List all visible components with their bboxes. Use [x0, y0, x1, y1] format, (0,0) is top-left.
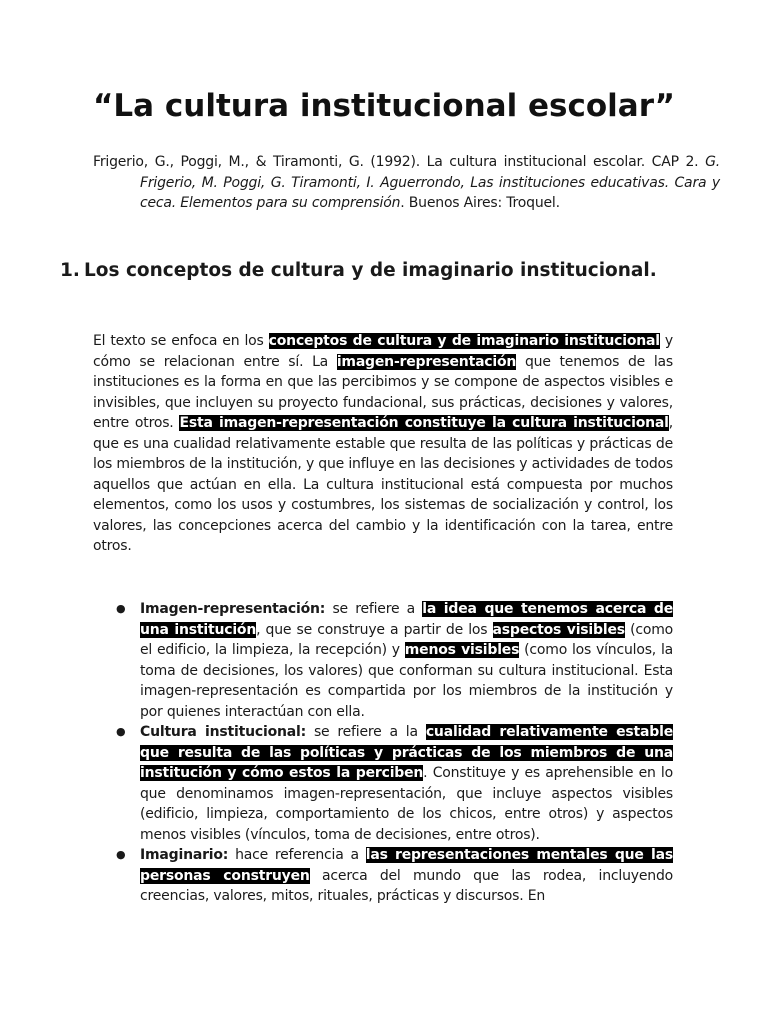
- item-text: hace referencia a: [228, 847, 366, 863]
- para-highlight: Esta imagen-representación constituye la cultura institucional: [179, 415, 669, 431]
- citation-lead: Frigerio, G., Poggi, M., & Tiramonti, G. (1992). La cultura institucional escolar. CAP 2.: [93, 154, 706, 170]
- bullet-icon: ●: [116, 848, 126, 861]
- para-text: que tenemos de las instituciones es la forma en que las percibimos y se compone de aspectos visibles e invisibles, que incluyen su proyecto fundacional, sus prácticas, decisiones y valores, entre otros.: [93, 353, 673, 431]
- item-text: acerca del mundo que las rodea, incluyendo creencias, valores, mitos, rituales, prácticas y discursos. En: [140, 867, 673, 904]
- para-text: El texto se enfoca en los: [93, 333, 269, 349]
- bullet-icon: ●: [116, 602, 126, 615]
- bullet-icon: ●: [116, 725, 126, 738]
- list-item: [116, 845, 673, 907]
- item-text: (como los vínculos, la toma de decisiones, los valores) que conforman su cultura institucional. Esta imagen-representación es compartida por los miembros de la institución y por quienes interactúan con ella.: [140, 642, 674, 720]
- list-item: [116, 722, 673, 845]
- term: Imagen-representación:: [140, 601, 326, 617]
- citation-italic: G. Frigerio, M. Poggi, G. Tiramonti, I. Aguerrondo, Las instituciones educativas. Cara y ceca. Elementos para su comprensión: [140, 154, 720, 211]
- para-text: , que es una cualidad relativamente estable que resulta de las políticas y prácticas de los miembros de la institución, y que influye en las decisiones y actividades de todos aquellos que actúan en ella. La cultura institucional está compuesta por muchos elementos, como los usos y costumbres, los sistemas de socialización y control, los valores, las concepciones acerca del cambio y la identificación con la tarea, entre otros.: [93, 415, 674, 554]
- intro-paragraph: [93, 331, 673, 557]
- section-number: 1.: [60, 260, 80, 281]
- item-highlight: menos visibles: [404, 642, 520, 658]
- para-highlight: conceptos de cultura y de imaginario institucional: [268, 333, 660, 349]
- item-text: se refiere a la: [306, 724, 426, 740]
- item-text: se refiere a: [325, 601, 423, 617]
- para-text: y cómo se relacionan entre sí. La: [93, 333, 673, 370]
- item-text: (como el edificio, la limpieza, la recepción) y: [140, 621, 673, 658]
- item-highlight: cualidad relativamente estable que resulta de las políticas y prácticas de los miembros de una institución y cómo estos la perciben: [140, 724, 673, 781]
- document-title: “La cultura institucional escolar”: [93, 88, 675, 124]
- term: Imaginario:: [140, 847, 229, 863]
- item-highlight: la idea que tenemos acerca de una institución: [140, 601, 673, 638]
- citation: [93, 152, 720, 214]
- item-text: , que se construye a partir de los: [256, 621, 493, 638]
- citation-tail: . Buenos Aires: Troquel.: [400, 195, 560, 211]
- item-highlight: las representaciones mentales que las personas construyen: [140, 847, 673, 884]
- para-highlight: imagen-representación: [336, 353, 517, 370]
- definition-list: [116, 599, 673, 907]
- section-heading: Los conceptos de cultura y de imaginario institucional.: [84, 260, 657, 281]
- item-highlight: aspectos visibles: [492, 621, 625, 638]
- term: Cultura institucional:: [140, 724, 306, 740]
- list-item: [116, 599, 673, 722]
- item-text: . Constituye y es aprehensible en lo que denominamos imagen-representación, que incluye aspectos visibles (edificio, limpieza, comportamiento de los chicos, entre otros) y aspectos menos visibles (vínculos, toma de decisiones, entre otros).: [140, 765, 673, 843]
